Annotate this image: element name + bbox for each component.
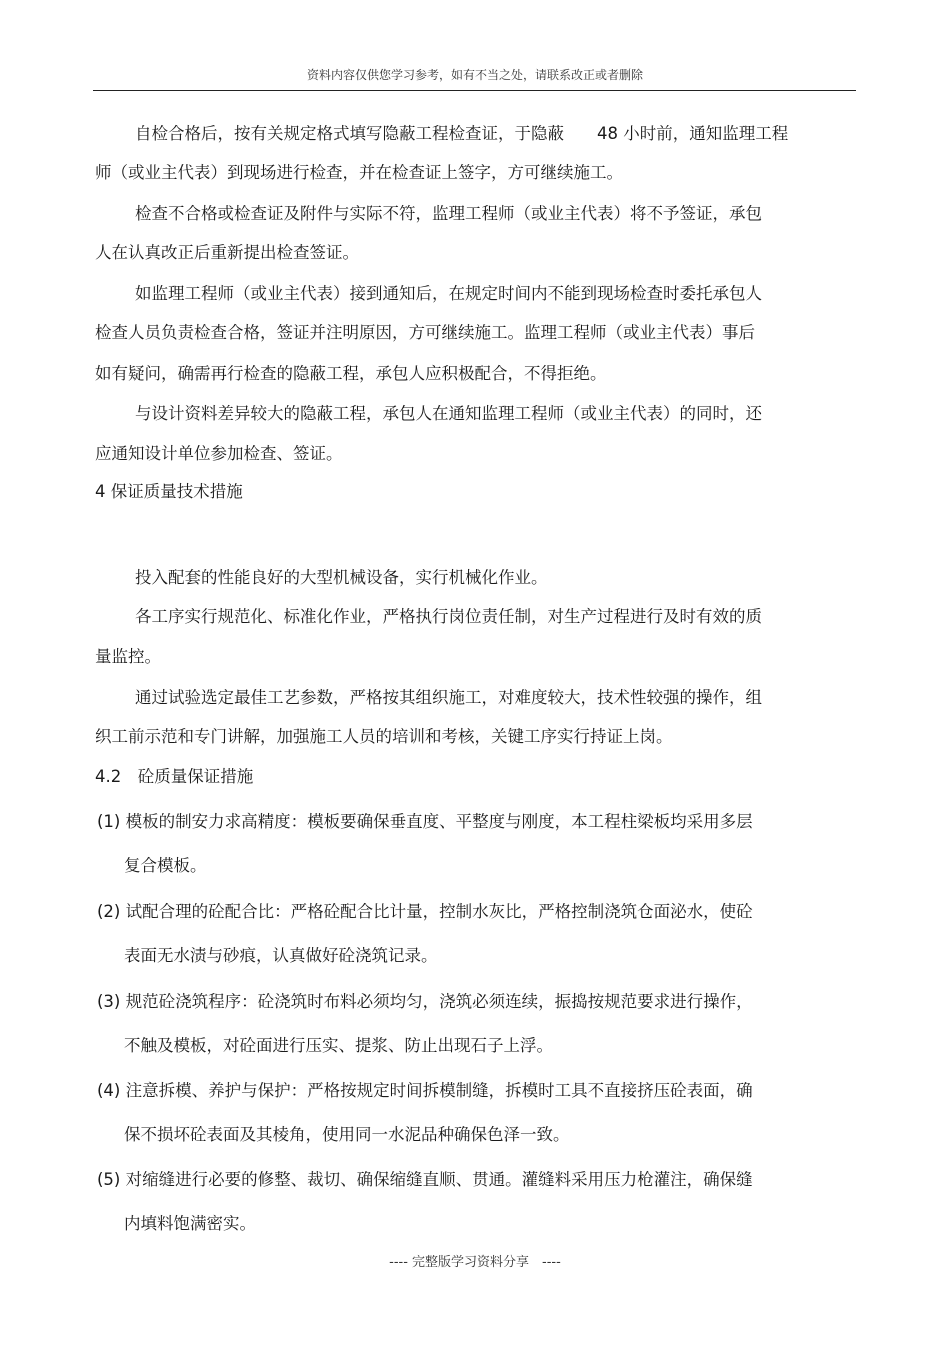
paragraph-line: 如有疑问，确需再行检查的隐蔽工程，承包人应积极配合，不得拒绝。: [95, 364, 607, 383]
list-item: 复合模板。: [124, 856, 207, 875]
list-item: (5) 对缩缝进行必要的修整、裁切、确保缩缝直顺、贯通。灌缝料采用压力枪灌注，确保缝: [97, 1170, 753, 1189]
list-item: 不触及模板，对砼面进行压实、提浆、防止出现石子上浮。: [124, 1036, 553, 1055]
paragraph-line: 通过试验选定最佳工艺参数，严格按其组织施工，对难度较大，技术性较强的操作，组: [135, 688, 762, 707]
list-item: 表面无水渍与砂痕，认真做好砼浇筑记录。: [124, 946, 438, 965]
list-item: (2) 试配合理的砼配合比：严格砼配合比计量，控制水灰比，严格控制浇筑仓面泌水，使砼: [97, 902, 753, 921]
paragraph-line: 各工序实行规范化、标准化作业，严格执行岗位责任制，对生产过程进行及时有效的质: [135, 607, 762, 626]
paragraph-line: 应通知设计单位参加检查、签证。: [95, 444, 343, 463]
page-footer: ---- 完整版学习资料分享 ----: [389, 1255, 561, 1270]
paragraph-line: 师（或业主代表）到现场进行检查，并在检查证上签字，方可继续施工。: [95, 163, 623, 182]
list-item: 保不损坏砼表面及其棱角，使用同一水泥品种确保色泽一致。: [124, 1125, 570, 1144]
paragraph-line: 量监控。: [95, 647, 161, 666]
paragraph-line: 自检合格后，按有关规定格式填写隐蔽工程检查证，于隐蔽 48 小时前，通知监理工程: [135, 124, 789, 143]
paragraph-line: 如监理工程师（或业主代表）接到通知后，在规定时间内不能到现场检查时委托承包人: [135, 284, 762, 303]
list-item: 内填料饱满密实。: [124, 1214, 256, 1233]
paragraph-line: 投入配套的性能良好的大型机械设备，实行机械化作业。: [135, 568, 548, 587]
paragraph-line: 人在认真改正后重新提出检查签证。: [95, 243, 359, 262]
list-item: (3) 规范砼浇筑程序：砼浇筑时布料必须均匀，浇筑必须连续，振捣按规范要求进行操作，: [97, 992, 753, 1011]
paragraph-line: 织工前示范和专门讲解，加强施工人员的培训和考核，关键工序实行持证上岗。: [95, 727, 673, 746]
header-divider: [93, 90, 856, 91]
paragraph-line: 检查不合格或检查证及附件与实际不符，监理工程师（或业主代表）将不予签证，承包: [135, 204, 762, 223]
paragraph-line: 检查人员负责检查合格，签证并注明原因，方可继续施工。监理工程师（或业主代表）事后: [95, 323, 755, 342]
subsection-heading: 4.2 砼质量保证措施: [95, 767, 254, 786]
paragraph-line: 与设计资料差异较大的隐蔽工程，承包人在通知监理工程师（或业主代表）的同时，还: [135, 404, 762, 423]
page-header: 资料内容仅供您学习参考，如有不当之处，请联系改正或者删除: [306, 68, 643, 82]
list-item: (4) 注意拆模、养护与保护：严格按规定时间拆模制缝，拆模时工具不直接挤压砼表面，确: [97, 1081, 753, 1100]
section-heading: 4 保证质量技术措施: [95, 482, 243, 501]
list-item: (1) 模板的制安力求高精度：模板要确保垂直度、平整度与刚度，本工程柱梁板均采用多层: [97, 812, 753, 831]
